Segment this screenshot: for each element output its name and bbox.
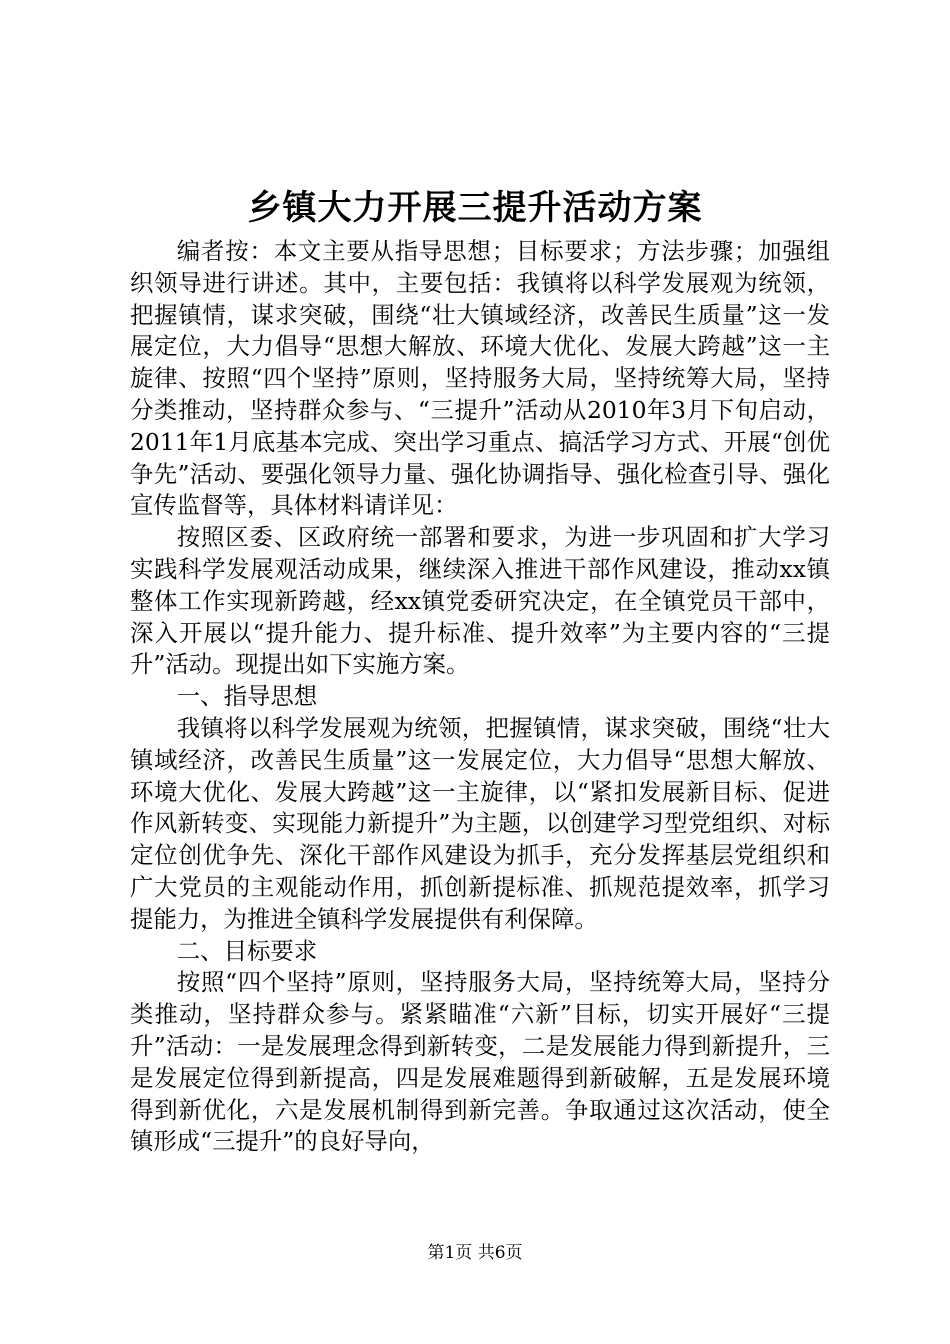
section-heading-guiding-thought: 一、指导思想 (176, 682, 318, 711)
intro-paragraph: 按照区委、区政府统一部署和要求，为进一步巩固和扩大学习实践科学发展观活动成果，继续深入推进干部作风建设，推动xx镇整体工作实现新跨越，经xx镇党委研究决定，在全镇党员干部中，深入开展以“提升能力、提升标准、提升效率”为主要内容的“三提升”活动。现提出如下实施方案。 (130, 523, 830, 679)
editor-note-paragraph: 编者按：本文主要从指导思想；目标要求；方法步骤；加强组织领导进行讲述。其中，主要包括：我镇将以科学发展观为统领，把握镇情，谋求突破，围绕“壮大镇域经济，改善民生质量”这一发展定位，大力倡导“思想大解放、环境大优化、发展大跨越”这一主旋律、按照“四个坚持”原则，坚持服务大局，坚持统筹大局，坚持分类推动，坚持群众参与、“三提升”活动从2010年3月下旬启动，2011年1月底基本完成、突出学习重点、搞活学习方式、开展“创优争先”活动、要强化领导力量、强化协调指导、强化检查引导、强化宣传监督等，具体材料请详见： (130, 237, 830, 520)
page-number-footer: 第1页 共6页 (427, 1243, 523, 1263)
document-title: 乡镇大力开展三提升活动方案 (247, 188, 703, 228)
goals-paragraph: 按照“四个坚持”原则，坚持服务大局，坚持统筹大局，坚持分类推动，坚持群众参与。紧紧瞄准“六新”目标，切实开展好“三提升”活动：一是发展理念得到新转变，二是发展能力得到新提升，三是发展定位得到新提高，四是发展难题得到新破解，五是发展环境得到新优化，六是发展机制得到新完善。争取通过这次活动，使全镇形成“三提升”的良好导向， (130, 968, 830, 1156)
document-body (130, 236, 830, 1158)
guiding-thought-paragraph: 我镇将以科学发展观为统领，把握镇情，谋求突破，围绕“壮大镇域经济，改善民生质量”这一发展定位，大力倡导“思想大解放、环境大优化、发展大跨越”这一主旋律，以“紧扣发展新目标、促进作风新转变、实现能力新提升”为主题，以创建学习型党组织、对标定位创优争先、深化干部作风建设为抓手，充分发挥基层党组织和广大党员的主观能动作用，抓创新提标准、抓规范提效率，抓学习提能力，为推进全镇科学发展提供有利保障。 (130, 713, 830, 933)
section-heading-goals: 二、目标要求 (176, 936, 318, 965)
